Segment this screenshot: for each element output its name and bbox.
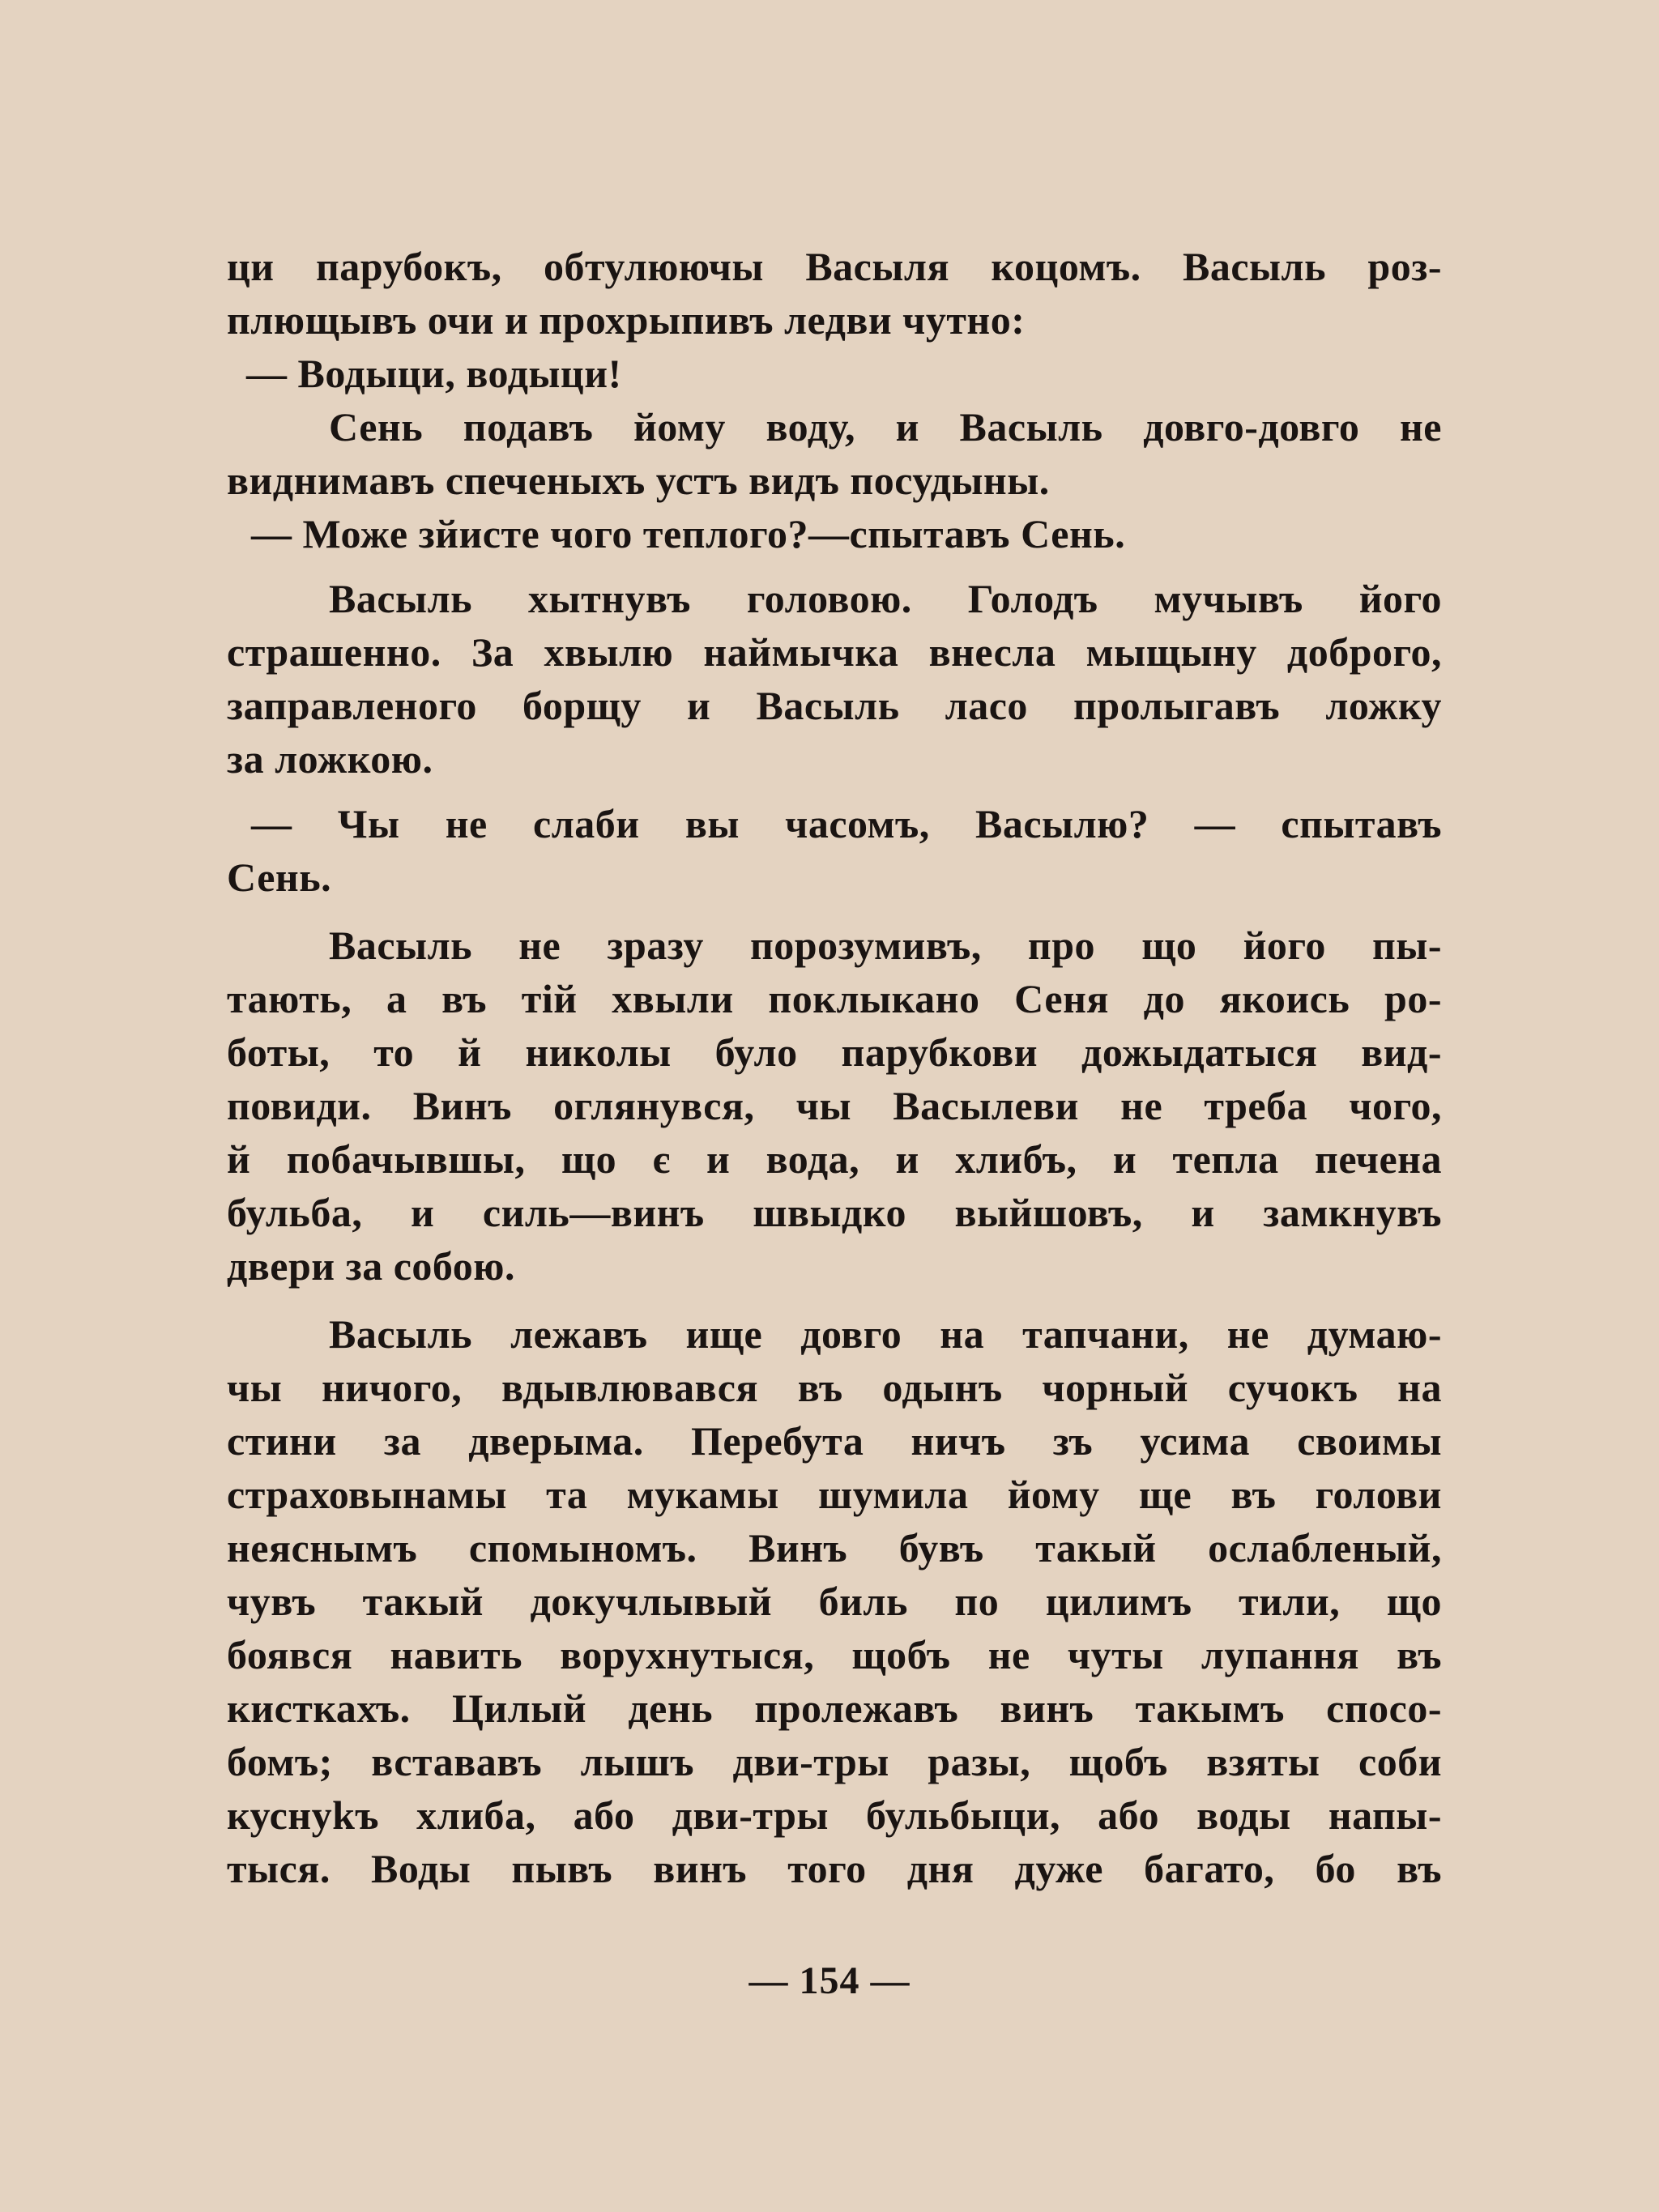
text-line: тають, а въ тій хвыли поклыкано Сеня до якоись ро- <box>227 976 1442 1021</box>
text-line: ци парубокъ, обтулюючы Васыля коцомъ. Васыль роз- <box>227 244 1442 289</box>
text-line: Васыль не зразу порозумивъ, про що його пы- <box>329 923 1442 968</box>
text-line: боты, то й николы було парубкови дожыдатыся вид- <box>227 1029 1442 1075</box>
text-line: двери за собою. <box>227 1243 515 1289</box>
text-line: — Чы не слаби вы часомъ, Васылю? — спытавъ <box>251 801 1442 846</box>
text-line: бомъ; встававъ лышъ дви-тры разы, щобъ взяты соби <box>227 1739 1442 1784</box>
text-line: неяснымъ спомыномъ. Винъ бувъ такый ослабленый, <box>227 1525 1442 1571</box>
text-line: — Може зйисте чого теплого?—спытавъ Сень. <box>251 511 1126 556</box>
page-number: — 154 — <box>748 1959 911 2002</box>
text-line: за ложкою. <box>227 736 433 782</box>
text-line: Сень подавъ йому воду, и Васыль довго-довго не <box>329 404 1442 450</box>
text-line: боявся навить ворухнутыся, щобъ не чуты лупання въ <box>227 1632 1442 1677</box>
text-line: бульба, и силь—винъ швыдко выйшовъ, и замкнувъ <box>227 1190 1442 1235</box>
text-line: страховынамы та мукамы шумила йому ще въ голови <box>227 1472 1442 1517</box>
text-line: чы ничого, вдывлювався въ одынъ чорный сучокъ на <box>227 1365 1442 1410</box>
text-line: куснykъ хлиба, або дви-тры бульбыци, або воды напы- <box>227 1792 1442 1838</box>
text-line: Васыль хытнувъ головою. Голодъ мучывъ його <box>329 576 1442 621</box>
text-line: Васыль лежавъ ище довго на тапчани, не думаю- <box>329 1311 1442 1357</box>
text-line: тыся. Воды пывъ винъ того дня дуже багато, бо въ <box>227 1846 1442 1891</box>
text-line: чувъ такый докучлывый биль по цилимъ тили, що <box>227 1579 1442 1624</box>
text-line: й побачывшы, що є и вода, и хлибъ, и тепла печена <box>227 1136 1442 1182</box>
text-line: стини за дверыма. Перебута ничъ зъ усима своимы <box>227 1418 1442 1464</box>
text-line: заправленого борщу и Васыль ласо пролыгавъ ложку <box>227 683 1442 728</box>
text-line: плющывъ очи и прохрыпивъ ледви чутно: <box>227 297 1026 343</box>
text-line: повиди. Винъ оглянувся, чы Васылеви не треба чого, <box>227 1083 1442 1128</box>
text-line: страшенно. За хвылю наймычка внесла мыщыну доброго, <box>227 629 1442 675</box>
text-line: Сень. <box>227 855 332 900</box>
text-line: — Водыци, водыци! <box>246 351 622 396</box>
body-text <box>227 240 1442 1895</box>
text-line: кисткахъ. Цилый день пролежавъ винъ такымъ спосо- <box>227 1686 1442 1731</box>
text-line: виднимавъ спеченыхъ устъ видъ посудыны. <box>227 458 1050 503</box>
